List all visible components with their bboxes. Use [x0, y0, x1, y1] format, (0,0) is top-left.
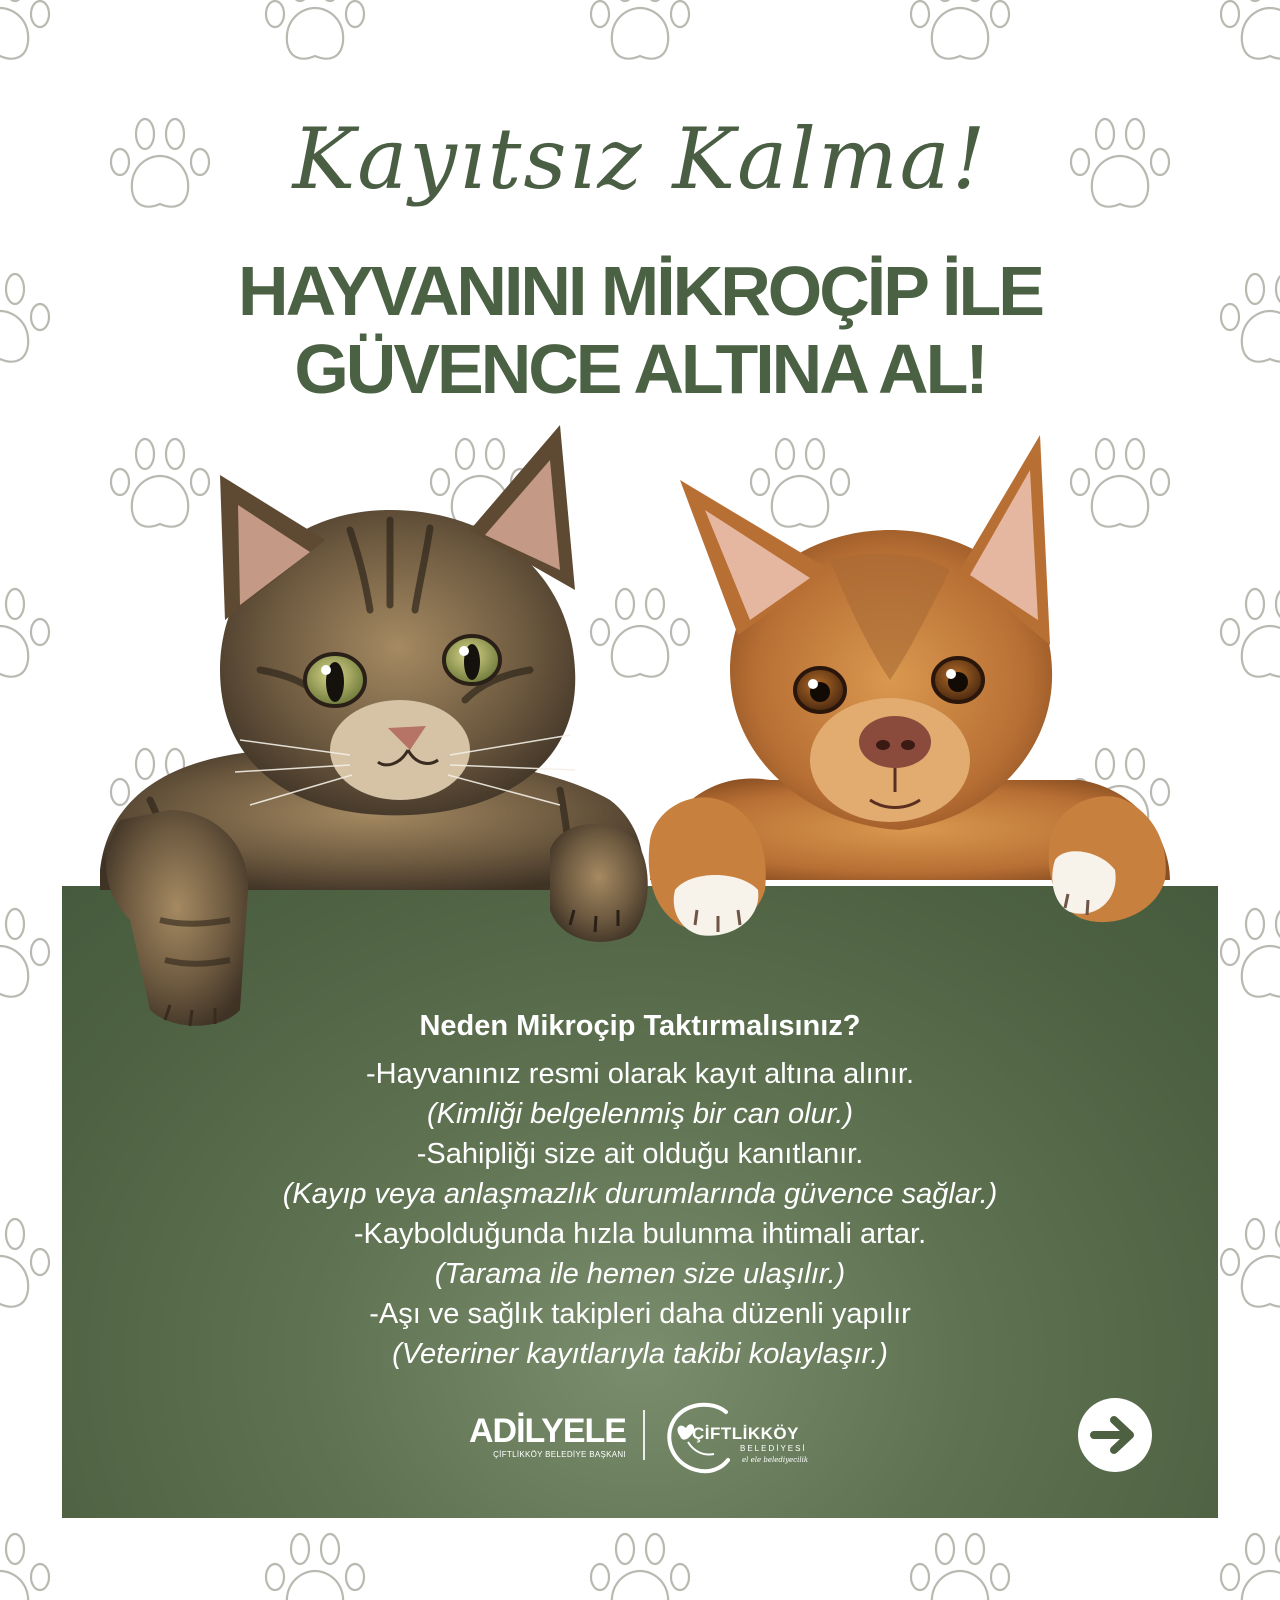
paw-icon — [266, 0, 364, 59]
dog-icon — [649, 435, 1170, 936]
info-note-2: (Kayıp veya anlaşmazlık durumlarında güvence sağlar.) — [282, 1178, 998, 1210]
headline-line-1: HAYVANINI MİKROÇİP İLE — [238, 252, 1042, 330]
paw-icon — [0, 909, 49, 997]
next-button[interactable] — [1078, 1398, 1152, 1472]
paw-icon — [1221, 0, 1280, 59]
ciftlikkoy-logo — [660, 1398, 830, 1476]
pets-illustration — [90, 420, 1200, 1040]
headline — [0, 252, 1280, 408]
info-line-2: -Sahipliği size ait olduğu kanıtlanır. — [416, 1138, 864, 1170]
script-title: Kayıtsız Kalma! — [292, 110, 988, 208]
arrow-right-icon — [1078, 1398, 1152, 1472]
cat-icon — [100, 425, 648, 1026]
headline-line-2: GÜVENCE ALTINA AL! — [294, 330, 986, 408]
paw-icon — [0, 1534, 49, 1600]
info-line-4: -Aşı ve sağlık takipleri daha düzenli yapılır — [369, 1298, 911, 1330]
paw-icon — [0, 589, 49, 677]
info-note-3: (Tarama ile hemen size ulaşılır.) — [434, 1258, 846, 1290]
paw-icon — [1221, 589, 1280, 677]
info-title: Neden Mikroçip Taktırmalısınız? — [419, 1010, 861, 1042]
adil-yele-subtitle: ÇİFTLİKKÖY BELEDİYE BAŞKANI — [493, 1450, 626, 1459]
paw-icon — [266, 1534, 364, 1600]
paw-icon — [591, 1534, 689, 1600]
info-line-3: -Kaybolduğunda hızla bulunma ihtimali artar. — [353, 1218, 927, 1250]
info-list — [0, 1054, 1280, 1374]
paw-icon — [0, 0, 49, 59]
paw-icon — [911, 1534, 1009, 1600]
ciftlikkoy-slogan: el ele belediyecilik — [742, 1456, 809, 1464]
paw-icon — [1221, 1534, 1280, 1600]
info-note-1: (Kimliği belgelenmiş bir can olur.) — [426, 1098, 854, 1130]
paw-icon — [591, 0, 689, 59]
logo-divider — [643, 1410, 645, 1460]
adil-yele-logo — [456, 1414, 626, 1459]
paw-icon — [1221, 909, 1280, 997]
adil-yele-name: ADİLYELE — [468, 1412, 626, 1450]
ciftlikkoy-subtitle: BELEDİYESİ — [740, 1444, 807, 1453]
paw-icon — [911, 0, 1009, 59]
info-note-4: (Veteriner kayıtlarıyla takibi kolaylaşır.) — [392, 1338, 888, 1370]
info-line-1: -Hayvanınız resmi olarak kayıt altına alınır. — [366, 1058, 914, 1090]
ciftlikkoy-wordmark: ÇİFTLİKKÖY — [692, 1424, 799, 1443]
